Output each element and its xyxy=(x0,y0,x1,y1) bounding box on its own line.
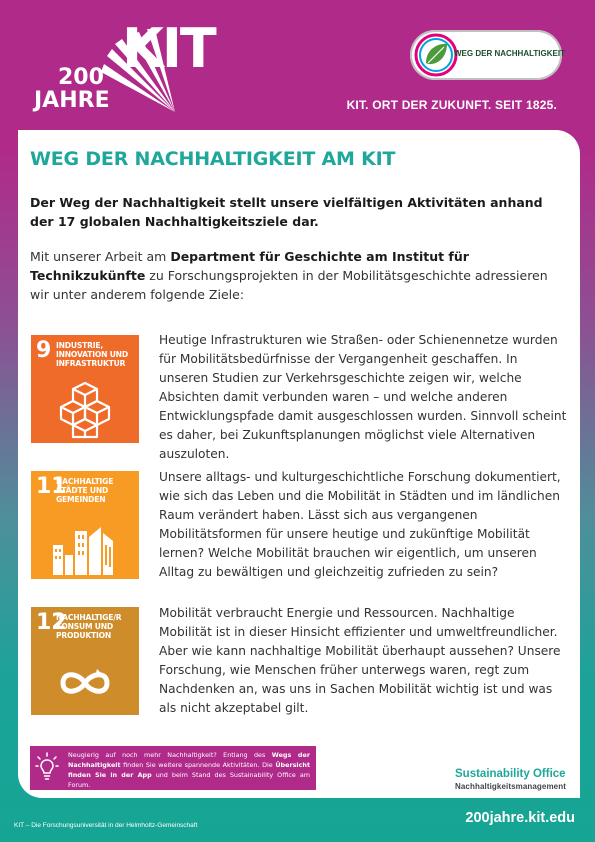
kit-letters: KIT xyxy=(122,17,215,80)
content-card xyxy=(18,130,580,798)
goal-9-text: Heutige Infrastrukturen wie Straßen- oder Schienennetze wurden für Mobilitätsbedürfnisse der Vergangenheit geschaffen. In unseren Studien zur Verkehrsgeschichte zeigen wir, welche Absichten damit verbunden waren – und welche anderen Entwicklungspfade damit ausgeschlossen wurden. Sinnvoll scheint es daher, bei Zukunftsplanungen möglichst viele Alternativen auszuloten. xyxy=(159,333,567,461)
footer-tagline: KIT – Die Forschungsuniversität in der Helmholtz-Gemeinschaft xyxy=(14,822,198,829)
logo-years-number: 200 xyxy=(58,65,104,90)
logo-years-word: JAHRE xyxy=(34,88,110,113)
infinity-icon xyxy=(51,651,119,711)
leaf-icon xyxy=(414,33,458,77)
department-text-before: Mit unserer Arbeit am xyxy=(30,249,171,264)
badge-label: WEG DER NACHHALTIGKEIT xyxy=(454,49,565,58)
city-icon xyxy=(51,515,119,575)
promo-text-3: und beim Stand des Sustainability Office am Forum. xyxy=(68,771,310,789)
promo-text-2: finden Sie weitere spannende Aktivitäten. Die xyxy=(120,761,276,769)
app-promo-box xyxy=(30,746,316,790)
promo-text xyxy=(68,750,310,790)
weg-der-nachhaltigkeit-badge xyxy=(410,30,565,80)
sdg-9-tile xyxy=(31,335,139,443)
promo-bold-1: Wegs der Nachhaltigkeit xyxy=(68,751,310,769)
department-text xyxy=(30,247,560,304)
page-title: WEG DER NACHHALTIGKEIT AM KIT xyxy=(30,148,396,170)
lightbulb-icon xyxy=(35,752,59,782)
sdg-number: 12 xyxy=(36,610,67,635)
kit-200-jahre-logo xyxy=(30,17,215,118)
promo-text-1: Neugierig auf noch mehr Nachhaltigkeit? Entlang des xyxy=(68,751,272,759)
sdg-number: 9 xyxy=(36,338,52,363)
sdg-label: NACHHALTIGE STÄDTE UND GEMEINDEN xyxy=(56,477,114,504)
motto: KIT. ORT DER ZUKUNFT. SEIT 1825. xyxy=(346,98,557,112)
goal-11-text: Unsere alltags- und kulturgeschichtliche Forschung dokumentiert, wie sich das Leben und die Mobilität in Städten und im ländlichen Raum verändert haben. Lässt sich aus vergangenen Mobilitätsformen für unsere heutige und zukünftige Mobilität lernen? Welche Mobilität brauchen wir eigentlich, um unseren Alltag zu bewältigen und gleichzeitig zufrieden zu sein? xyxy=(159,470,561,579)
sdg-label: INDUSTRIE, INNOVATION UND INFRASTRUKTUR xyxy=(56,341,128,368)
promo-bold-2: Übersicht finden Sie in der App xyxy=(68,761,310,779)
department-name: Department für Geschichte am Institut für Technikzukünfte xyxy=(30,249,469,283)
header xyxy=(0,0,595,135)
sustainability-office-title: Sustainability Office xyxy=(455,768,566,780)
sdg-number: 11 xyxy=(36,474,67,499)
cubes-icon xyxy=(51,379,119,439)
sdg-12-tile xyxy=(31,607,139,715)
goal-12-text: Mobilität verbraucht Energie und Ressourcen. Nachhaltige Mobilität ist in dieser Hinsicht effizienter und umweltfreundlicher. Aber wie kann nachhaltige Mobilität überhaupt aussehen? Unsere Forschung, wie Menschen früher unterwegs waren, regt zum Nachdenken an, was uns in Sachen Mobilität wichtig ist und was als nicht akzeptabel gilt. xyxy=(159,606,561,715)
department-text-after: zu Forschungsprojekten in der Mobilitätsgeschichte adressieren wir unter anderem folgende Ziele: xyxy=(30,268,548,302)
intro-text: Der Weg der Nachhaltigkeit stellt unsere vielfältigen Aktivitäten anhand der 17 globalen Nachhaltigkeitsziele dar. xyxy=(30,195,543,229)
sdg-label: NACHHALTIGE/R KONSUM UND PRODUKTION xyxy=(56,613,122,640)
footer-url[interactable]: 200jahre.kit.edu xyxy=(465,810,575,826)
sustainability-office-subtitle: Nachhaltigkeitsmanagement xyxy=(455,782,566,791)
sdg-11-tile xyxy=(31,471,139,579)
